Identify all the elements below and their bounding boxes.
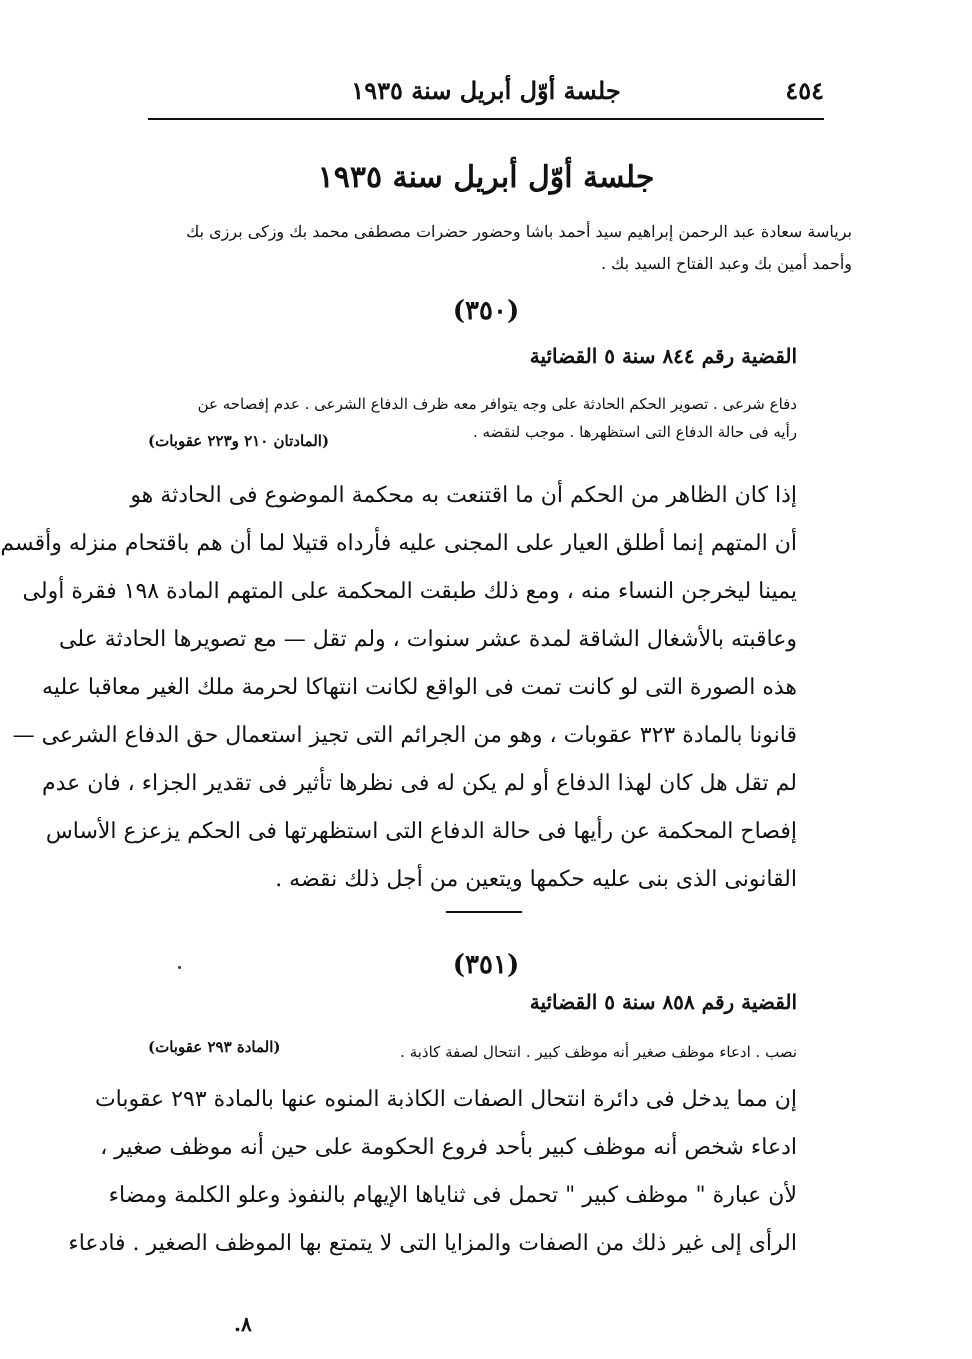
running-title: جلسة أوّل أبريل سنة ١٩٣٥ [351,76,621,105]
body-line: لم تقل هل كان لهذا الدفاع أو لم يكن له فى نظرها تأثير فى تقدير الجزاء ، فان عدم [41,771,797,796]
case-articles: (المادتان ٢١٠ و٢٢٣ عقوبات) [148,432,330,450]
body-line: ادعاء شخص أنه موظف كبير بأحد فروع الحكومة على حين أنه موظف صغير ، [100,1135,797,1160]
case-reference: القضية رقم ٨٤٤ سنة ٥ القضائية [529,344,797,368]
attendance-line: برياسة سعادة عبد الرحمن إبراهيم سيد أحمد باشا وحضور حضرات مصطفى محمد بك وزكى برزى بك [186,222,852,241]
case-body [0,472,797,904]
body-line: إن مما يدخل فى دائرة انتحال الصفات الكاذبة المنوه عنها بالمادة ٢٩٣ عقوبات [94,1087,797,1112]
summary-line: نصب . ادعاء موظف صغير أنه موظف كبير . انتحال لصفة كاذبة . [400,1043,797,1061]
body-line: قانونا بالمادة ٣٢٣ عقوبات ، وهو من الجرائم التى تجيز استعمال حق الدفاع الشرعى — [12,723,797,748]
body-line: أن المتهم إنما أطلق العيار على المجنى عليه فأرداه قتيلا لما أن هم باقتحام منزله وأقسم [0,531,797,556]
attendance-line: وأحمد أمين بك وعبد الفتاح السيد بك . [600,254,852,273]
case-reference: القضية رقم ٨٥٨ سنة ٥ القضائية [529,990,797,1014]
body-line: إفصاح المحكمة عن رأيها فى حالة الدفاع التى استظهرتها فى الحكم يزعزع الأساس [45,819,797,844]
case-number: (٣٥٠) [452,296,520,326]
body-line: الرأى إلى غير ذلك من الصفات والمزايا التى لا يتمتع بها الموظف الصغير . فادعاء [68,1231,797,1256]
body-line: لأن عبارة " موظف كبير " تحمل فى ثناياها الإيهام بالنفوذ وعلو الكلمة ومضاء [108,1183,797,1208]
session-title: جلسة أوّل أبريل سنة ١٩٣٥ [317,160,655,195]
page-number: ٤٥٤ [785,76,824,105]
session-attendance [176,216,852,280]
print-speck [178,966,181,969]
case-number: (٣٥١) [452,950,520,980]
summary-line: رأيه فى حالة الدفاع التى استظهرها . موجب لنقضه . [472,423,797,441]
case-body [68,1076,797,1268]
summary-line: دفاع شرعى . تصوير الحكم الحادثة على وجه يتوافر معه ظرف الدفاع الشرعى . عدم إفصاحه عن [197,395,797,413]
body-line: هذه الصورة التى لو كانت تمت فى الواقع لكانت انتهاكا لحرمة ملك الغير معاقبا عليه [42,675,797,700]
section-divider [446,911,522,913]
body-line: وعاقبته بالأشغال الشاقة لمدة عشر سنوات ، ولم تقل — مع تصويرها الحادثة على [59,627,797,652]
body-line: يمينا ليخرجن النساء منه ، ومع ذلك طبقت المحكمة على المتهم المادة ١٩٨ فقرة أولى [22,579,797,604]
footer-mark: ٨. [234,1312,252,1336]
header-rule [148,118,824,120]
page-header [148,70,824,120]
case-articles: (المادة ٢٩٣ عقوبات) [148,1038,281,1056]
body-line: إذا كان الظاهر من الحكم أن ما اقتنعت به محكمة الموضوع فى الحادثة هو [130,483,797,508]
body-line: القانونى الذى بنى عليه حكمها ويتعين من أجل ذلك نقضه . [275,867,797,892]
